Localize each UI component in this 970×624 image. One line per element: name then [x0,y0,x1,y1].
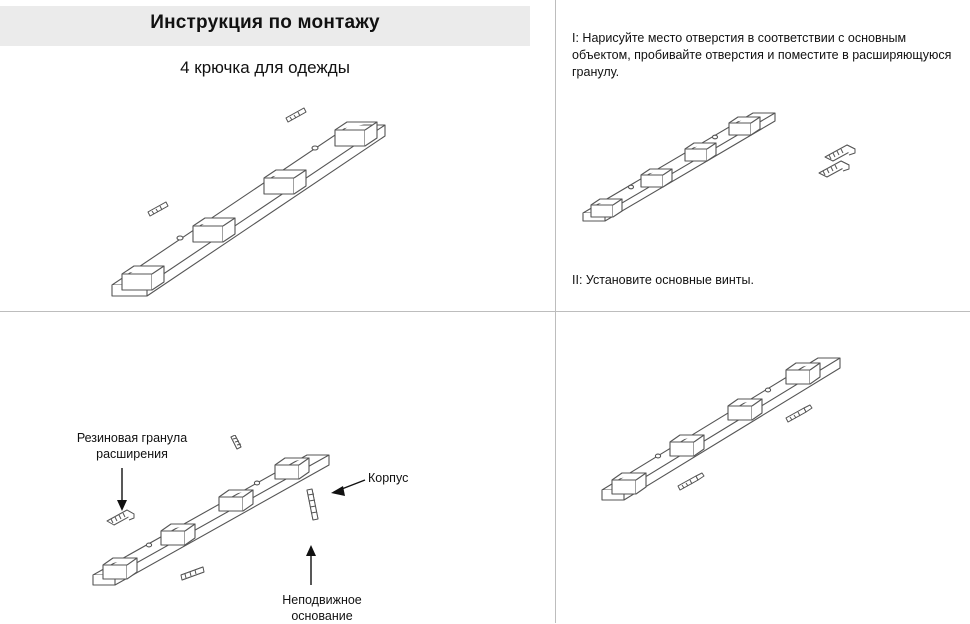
hook-4 [729,117,760,135]
diagram-step-1 [575,95,895,235]
step-2-text: II: Установите основные винты. [572,273,754,287]
hook-3 [728,399,762,420]
diagram-overview-rack [100,100,420,300]
hook-4 [786,363,820,384]
horizontal-divider-right [556,311,970,312]
horizontal-divider-left [0,311,555,312]
hook-2 [641,169,672,187]
hook-1 [591,199,622,217]
screw-upper [786,405,812,422]
expansion-granule [107,510,134,525]
hook-4 [335,122,377,146]
diagram-exploded-parts [85,435,415,615]
hook-1 [612,473,646,494]
hook-3 [685,143,716,161]
step-1-text: I: Нарисуйте место отверстия в соответствии с основным объектом, пробивайте отверстия и поместите в расширяющуюся гранулу. [572,31,952,79]
page-subtitle: 4 крючка для одежды [180,58,350,77]
callout-fixed-base: Неподвижное основание [282,593,362,623]
page-title: Инструкция по монтажу [150,12,380,33]
hook-1 [122,266,164,290]
expansion-granule-2 [819,161,849,177]
screw-lower [678,473,704,490]
screw-bottom [181,567,204,580]
callout-body: Корпус [368,471,409,485]
diagram-step-2 [590,340,910,520]
screw-right [307,489,318,520]
hook-1 [103,558,137,579]
hook-2 [193,218,235,242]
hook-3 [219,490,253,511]
screw-lower [148,202,168,216]
hook-2 [670,435,704,456]
screw-upper [286,108,306,122]
hook-4 [275,458,309,479]
hook-2 [161,524,195,545]
hook-3 [264,170,306,194]
expansion-granule-1 [825,145,855,161]
screw-top [231,435,241,449]
callout-expansion-granule: Резиновая гранула расширения [76,431,188,461]
